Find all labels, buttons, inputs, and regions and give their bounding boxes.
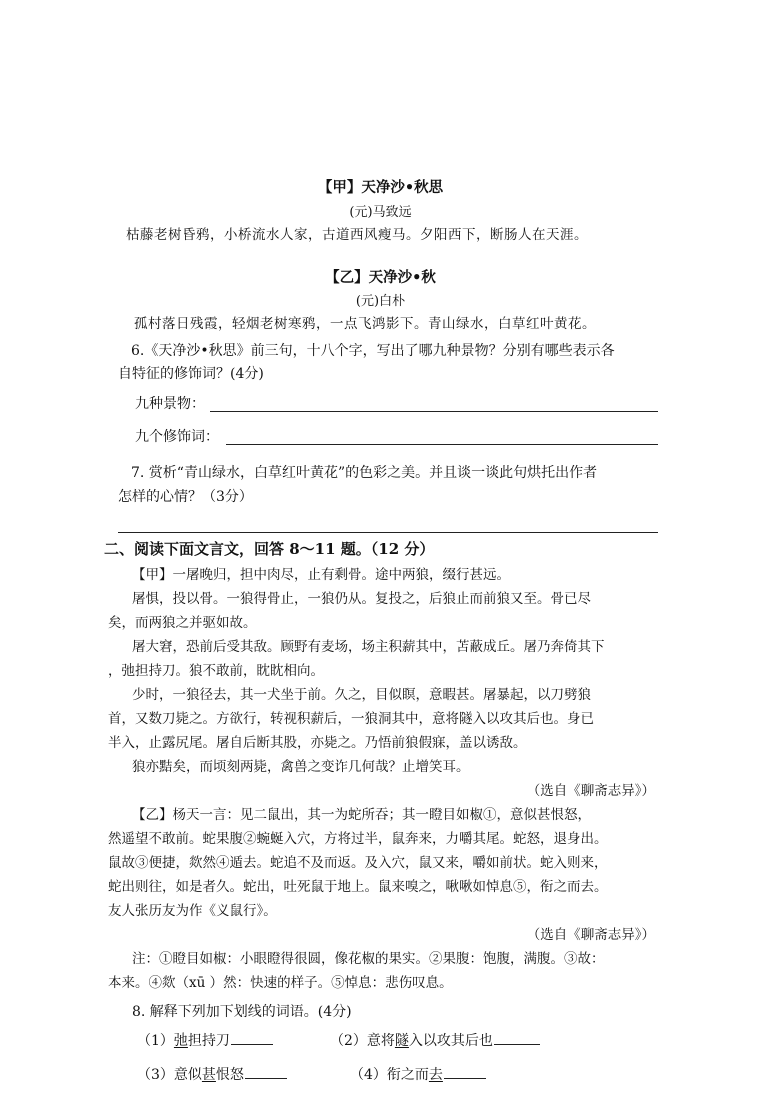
- q8-instruction: 8. 解释下列加下划线的词语。(4分): [132, 1004, 352, 1020]
- q7-line1: 7. 赏析“青山绿水，白草红叶黄花”的色彩之美。并且谈一谈此句烘托出作者: [131, 465, 598, 481]
- q8-item-2: （2）意将隧入以攻其后也: [330, 1030, 540, 1050]
- q6-label-modifiers: 九个修饰词：: [135, 429, 219, 445]
- q6-label-scenery: 九种景物：: [135, 396, 205, 412]
- poem-b-text: 孤村落日残霞，轻烟老树寒鸦，一点飞鸿影下。青山绿水，白草红叶黄花。: [134, 316, 596, 332]
- text-a-line-1: 【甲】一屠晚归，担中肉尽，止有剩骨。途中两狼，缀行甚远。: [132, 567, 510, 583]
- text-b-line-4: 蛇出则往，如是者久。蛇出，吐死鼠于地上。鼠来嗅之，啾啾如悼息⑤，衔之而去。: [108, 879, 608, 895]
- note-line-1: 注：①瞪目如椒：小眼瞪得很圆，像花椒的果实。②果腹：饱腹，满腹。③故：: [132, 951, 605, 967]
- q8-item-1-blank[interactable]: [231, 1032, 273, 1045]
- text-b-line-5: 友人张历友为作《义鼠行》。: [108, 903, 277, 919]
- q8-item-3: （3）意似甚恨怒: [137, 1064, 287, 1084]
- poem-b-title: 【乙】天净沙•秋: [325, 269, 436, 286]
- text-b-line-2: 然遥望不敢前。蛇果腹②蜿蜒入穴，方将过半，鼠奔来，力嚼其尾。蛇怒，退身出。: [108, 831, 608, 847]
- q7-answer-line[interactable]: [118, 532, 658, 533]
- q6-line2: 自特征的修饰词？(4分): [118, 366, 264, 382]
- q8-item-2-key: 隧: [394, 1033, 409, 1049]
- text-a-line-4: 屠大窘，恐前后受其敌。顾野有麦场，场主积薪其中，苫蔽成丘。屠乃奔倚其下: [132, 639, 605, 655]
- poem-b-author: (元)白朴: [355, 294, 406, 309]
- section2-heading: 二、阅读下面文言文，回答 8～11 题。（12 分）: [104, 540, 435, 558]
- q6-answer-line-2[interactable]: [226, 444, 658, 445]
- q8-item-4-blank[interactable]: [444, 1066, 486, 1079]
- text-a-line-3: 矣，而两狼之并驱如故。: [108, 615, 257, 631]
- q6-line1: 6.《天净沙•秋思》前三句，十八个字，写出了哪九种景物？分别有哪些表示各: [131, 343, 615, 359]
- text-a-line-7: 首，又数刀毙之。方欲行，转视积薪后，一狼洞其中，意将隧入以攻其后也。身已: [108, 711, 594, 727]
- q7-line2: 怎样的心情？（3分）: [118, 489, 253, 505]
- note-line-2: 本来。④欻（xū ）然：快速的样子。⑤悼息：悲伤叹息。: [108, 975, 453, 991]
- text-a-source: （选自《聊斋志异》）: [526, 783, 655, 799]
- poem-a-text: 枯藤老树昏鸦，小桥流水人家，古道西风瘦马。夕阳西下，断肠人在天涯。: [126, 227, 588, 243]
- text-a-line-2: 屠惧，投以骨。一狼得骨止，一狼仍从。复投之，后狼止而前狼又至。骨已尽: [132, 591, 591, 607]
- poem-a-title: 【甲】天净沙•秋思: [317, 179, 444, 196]
- text-a-line-8: 半入，止露尻尾。屠自后断其股，亦毙之。乃悟前狼假寐，盖以诱敌。: [108, 735, 527, 751]
- q8-item-4-key: 去: [428, 1067, 443, 1083]
- text-a-line-6: 少时，一狼径去，其一犬坐于前。久之，目似瞑，意暇甚。屠暴起，以刀劈狼: [132, 687, 591, 703]
- text-b-line-1: 【乙】杨天一言：见二鼠出，其一为蛇所吞；其一瞪目如椒①，意似甚恨怒，: [132, 807, 591, 823]
- q8-item-3-key: 甚: [201, 1067, 216, 1083]
- q8-item-1: （1）弛担持刀: [137, 1030, 273, 1050]
- text-b-line-3: 鼠故③便捷，欻然④遁去。蛇追不及而返。及入穴，鼠又来，嚼如前状。蛇入则来，: [108, 855, 608, 871]
- text-a-line-5: ，弛担持刀。狼不敢前，眈眈相向。: [108, 663, 324, 679]
- poem-a-author: (元)马致远: [349, 205, 412, 220]
- q8-item-1-key: 弛: [173, 1033, 188, 1049]
- text-a-line-9: 狼亦黠矣，而顷刻两毙，禽兽之变诈几何哉？止增笑耳。: [132, 759, 470, 775]
- q8-item-2-blank[interactable]: [494, 1032, 540, 1045]
- q8-item-4: （4）衔之而去: [350, 1064, 486, 1084]
- q8-item-3-blank[interactable]: [245, 1066, 287, 1079]
- text-b-source: （选自《聊斋志异》）: [526, 927, 655, 943]
- q6-answer-line-1[interactable]: [210, 411, 658, 412]
